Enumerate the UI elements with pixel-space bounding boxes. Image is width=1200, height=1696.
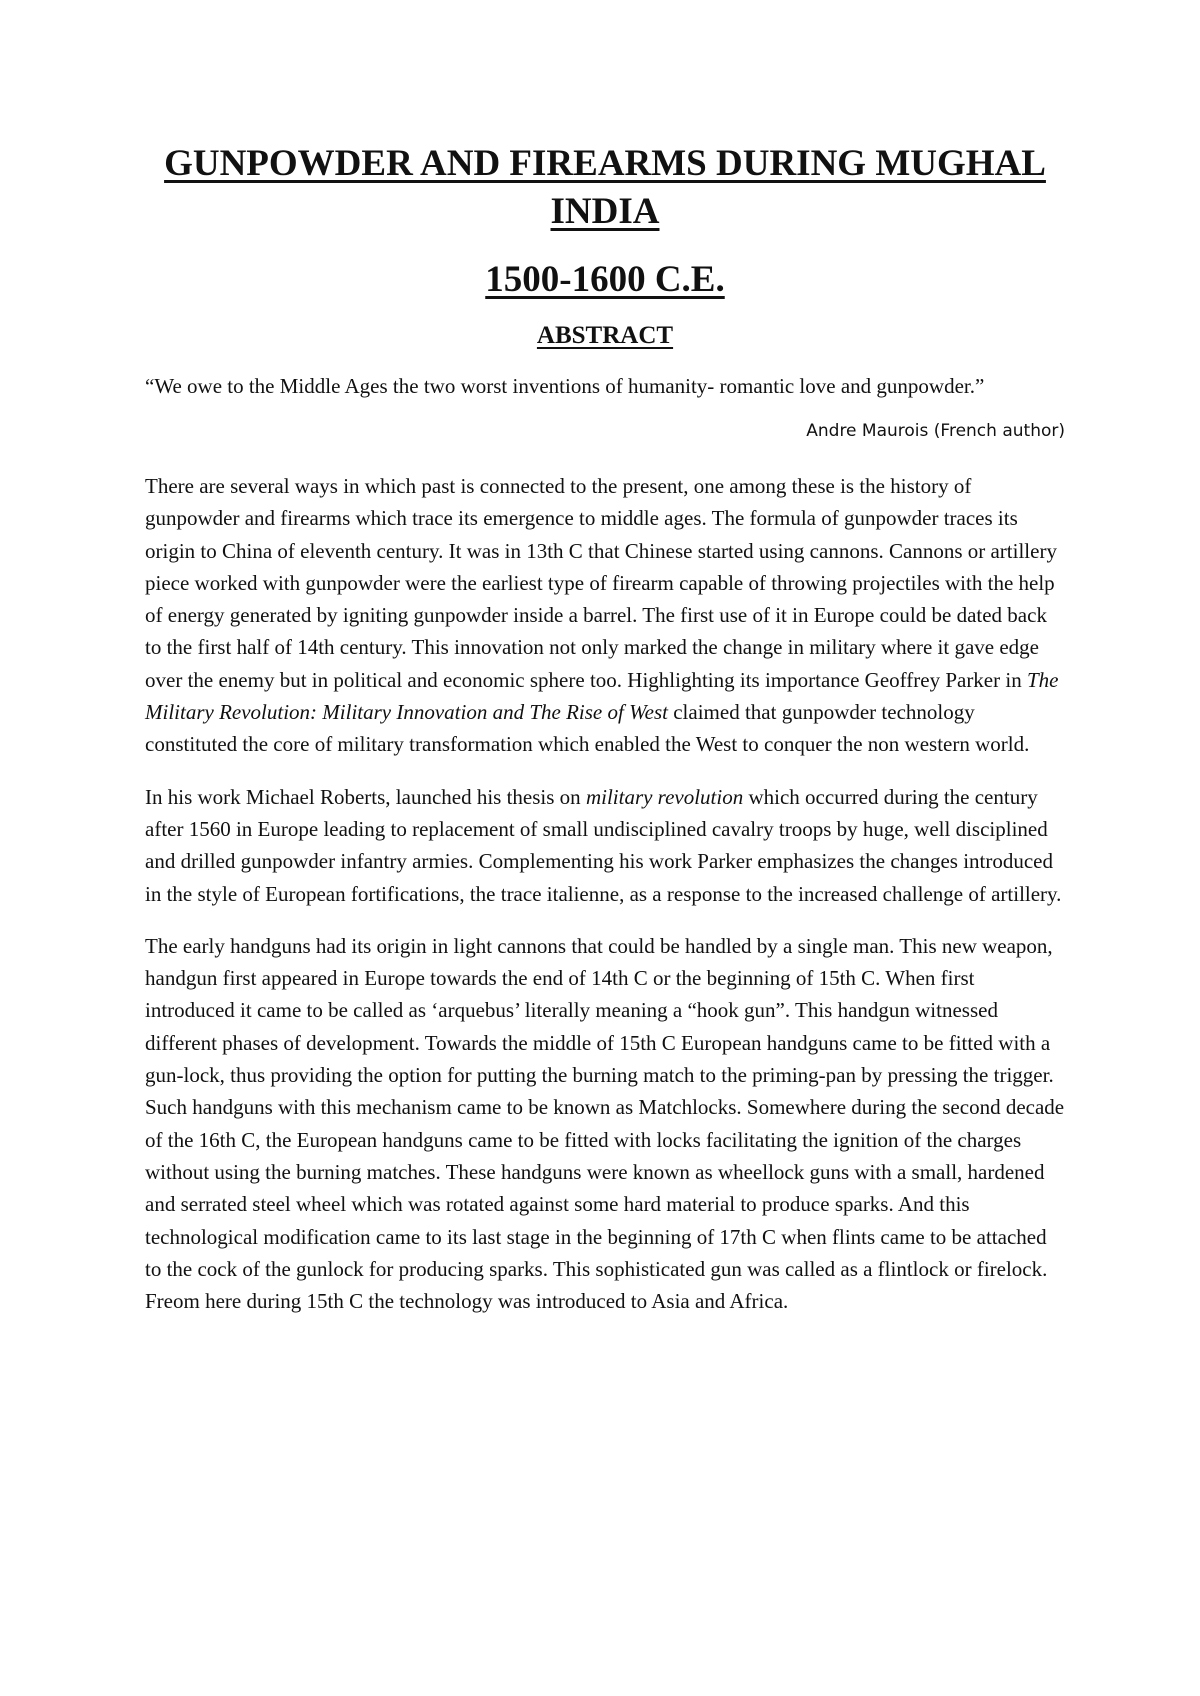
document-dates: 1500-1600 C.E. [485, 259, 725, 300]
paragraph-1-text-b: claimed that gunpowder technology constituted the core of military transformation which enabled the West to conquer the non western world. [145, 700, 1030, 757]
document-page [145, 140, 1065, 1317]
paragraph-3: The early handguns had its origin in light cannons that could be handled by a single man. This new weapon, handgun first appeared in Europe towards the end of 14th C or the beginning of 15th C. When first introduced it came to be called as ‘arquebus’ literally meaning a “hook gun”. This handgun witnessed different phases of development. Towards the middle of 15th C European handguns came to be fitted with a gun-lock, thus providing the option for putting the burning match to the priming-pan by pressing the trigger. Such handguns with this mechanism came to be known as Matchlocks. Somewhere during the second decade of the 16th C, the European handguns came to be fitted with locks facilitating the ignition of the charges without using the burning matches. These handguns were known as wheellock guns with a small, hardened and serrated steel wheel which was rotated against some hard material to produce sparks. And this technological modification came to its last stage in the beginning of 17th C when flints came to be attached to the cock of the gunlock for producing sparks. This sophisticated gun was called as a flintlock or firelock. Freom here during 15th C the technology was introduced to Asia and Africa. [145, 933, 1065, 1314]
italic-term: military revolution [585, 784, 744, 809]
abstract-heading: ABSTRACT [536, 322, 674, 349]
document-title: GUNPOWDER AND FIREARMS DURING MUGHAL INDIA [164, 143, 1046, 232]
paragraph-2-text-a: In his work Michael Roberts, launched his thesis on [145, 784, 586, 809]
epigraph-attribution: Andre Maurois (French author) [806, 421, 1065, 441]
paragraph-2 [145, 781, 1065, 910]
paragraph-1 [145, 470, 1065, 761]
epigraph-quote: “We owe to the Middle Ages the two worst inventions of humanity- romantic love and gunpowder.” [145, 374, 985, 398]
book-title: The Military Revolution: Military Innovation and The Rise of West [145, 667, 1059, 725]
paragraph-2-text-b: which occurred during the century after 1560 in Europe leading to replacement of small undisciplined cavalry troops by huge, well disciplined and drilled gunpowder infantry armies. Complementing his work Parker emphasizes the changes introduced in the style of European fortifications, the trace italienne, as a response to the increased challenge of artillery. [145, 784, 1062, 906]
paragraph-1-text-a: There are several ways in which past is connected to the present, one among these is the history of gunpowder and firearms which trace its emergence to middle ages. The formula of gunpowder traces its origin to China of eleventh century. It was in 13th C that Chinese started using cannons. Cannons or artillery piece worked with gunpowder were the earliest type of firearm capable of throwing projectiles with the help of energy generated by igniting gunpowder inside a barrel. The first use of it in Europe could be dated back to the first half of 14th century. This innovation not only marked the change in military where it gave edge over the enemy but in political and economic sphere too. Highlighting its importance Geoffrey Parker in [145, 474, 1057, 692]
